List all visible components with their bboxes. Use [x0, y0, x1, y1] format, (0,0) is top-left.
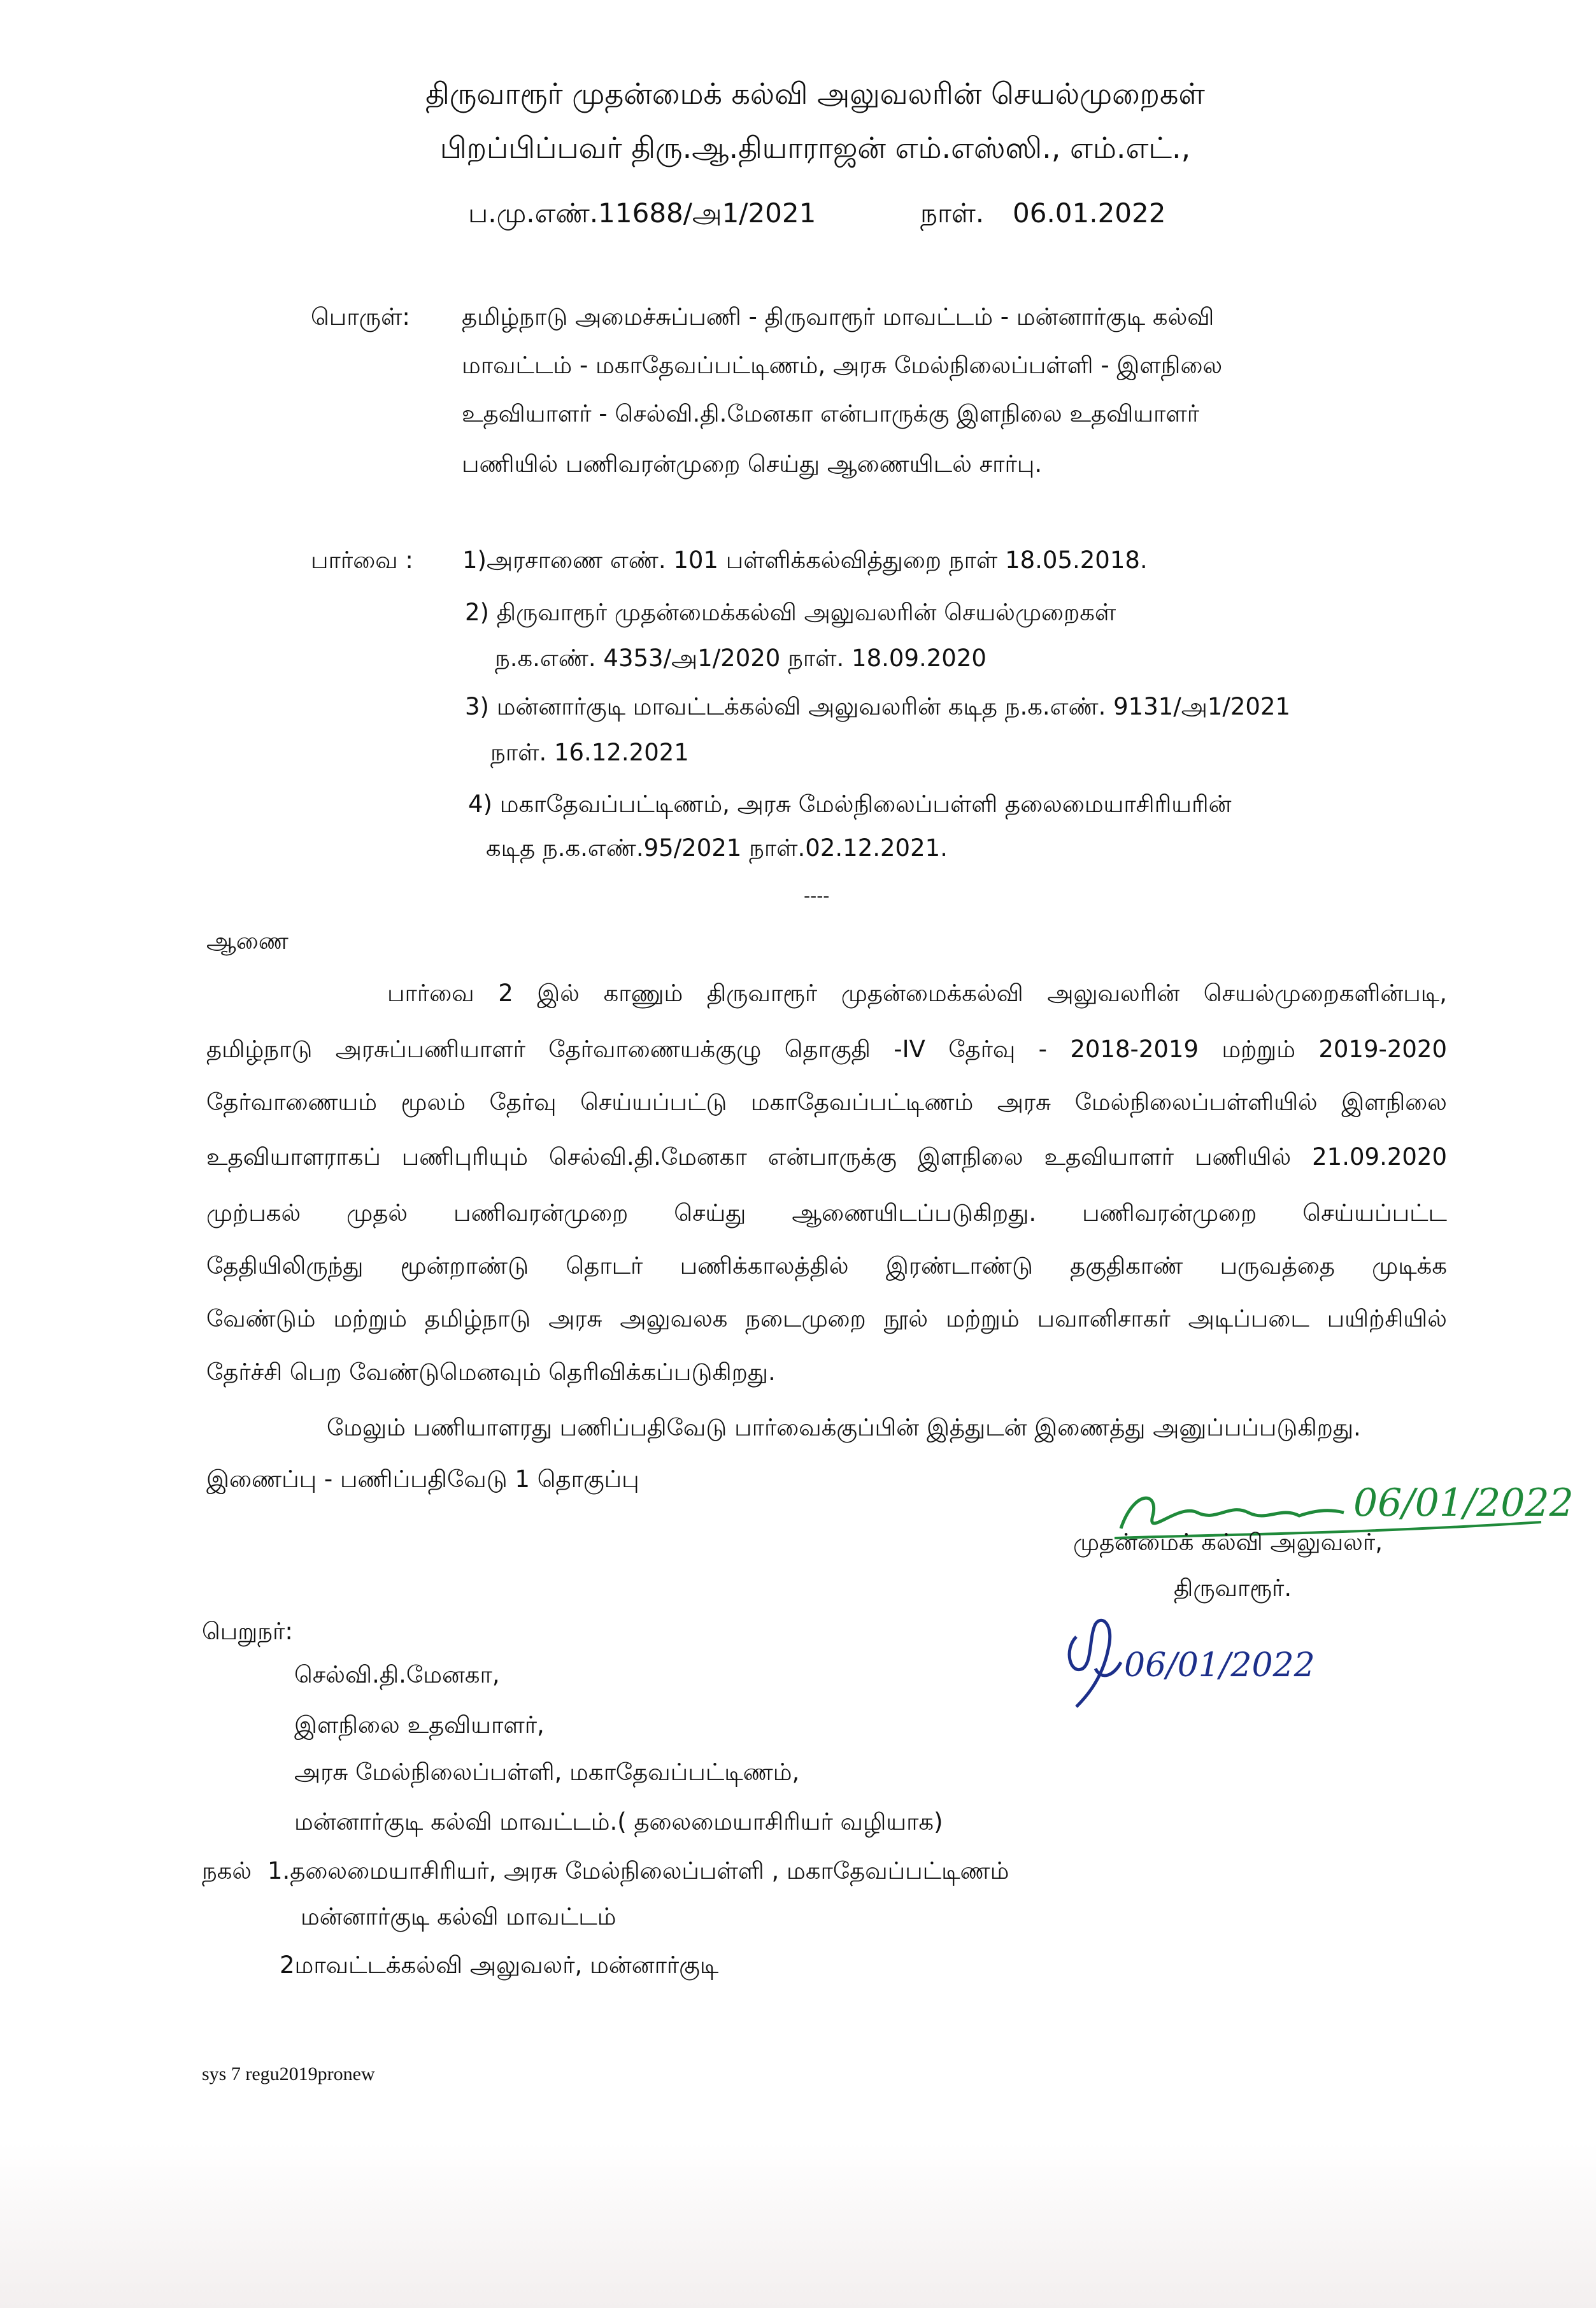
- subject-label: பொருள்:: [311, 303, 410, 331]
- date-label: நாள்.: [920, 197, 985, 229]
- enclosure: இணைப்பு - பணிப்பதிவேடு 1 தொகுப்பு: [206, 1465, 639, 1493]
- reference-number: ப.மு.எண்.11688/அ1/2021: [468, 197, 816, 229]
- copy-line: 1.தலைமையாசிரியர், அரசு மேல்நிலைப்பள்ளி , மகாதேவப்பட்டிணம்: [267, 1857, 1009, 1884]
- reference-item-cont: நாள். 16.12.2021: [490, 739, 689, 766]
- recipient-line: செல்வி.தி.மேனகா,: [294, 1661, 500, 1688]
- subject-line: மாவட்டம் - மகாதேவப்பட்டிணம், அரசு மேல்நிலைப்பள்ளி - இளநிலை: [462, 352, 1223, 379]
- reference-item: 3) மன்னார்குடி மாவட்டக்கல்வி அலுவலரின் கடித ந.க.எண். 9131/அ1/2021: [465, 693, 1291, 720]
- scan-shading: [0, 2142, 1596, 2308]
- recipient-line: அரசு மேல்நிலைப்பள்ளி, மகாதேவப்பட்டிணம்,: [294, 1758, 800, 1786]
- header-title: திருவாரூர் முதன்மைக் கல்வி அலுவலரின் செயல்முறைகள்: [425, 76, 1205, 111]
- order-paragraph-2: மேலும் பணியாளரது பணிப்பதிவேடு பார்வைக்குப்பின் இத்துடன் இணைத்து அனுப்பப்படுகிறது.: [327, 1414, 1361, 1441]
- recipient-label: பெறுநர்:: [202, 1618, 293, 1645]
- references-label: பார்வை :: [311, 546, 413, 574]
- recipient-line: இளநிலை உதவியாளர்,: [294, 1711, 545, 1739]
- subject-line: தமிழ்நாடு அமைச்சுப்பணி - திருவாரூர் மாவட்டம் - மன்னார்குடி கல்வி: [462, 303, 1215, 331]
- reference-item: 4) மகாதேவப்பட்டிணம், அரசு மேல்நிலைப்பள்ளி தலைமையாசிரியரின்: [468, 790, 1232, 818]
- order-paragraph-line: வேண்டும் மற்றும் தமிழ்நாடு அரசு அலுவலக நடைமுறை நூல் மற்றும் பவானிசாகர் அடிப்படை பயிற்சியில்: [206, 1305, 1447, 1332]
- order-paragraph-line: தமிழ்நாடு அரசுப்பணியாளர் தேர்வாணையக்குழு தொகுதி -IV தேர்வு - 2018-2019 மற்றும் 2019-2020: [206, 1036, 1447, 1063]
- order-paragraph-line: முற்பகல் முதல் பணிவரன்முறை செய்து ஆணையிடப்படுகிறது. பணிவரன்முறை செய்யப்பட்ட: [206, 1199, 1447, 1227]
- recipient-line: மன்னார்குடி கல்வி மாவட்டம்.( தலைமையாசிரியர் வழியாக): [294, 1808, 943, 1835]
- reference-item: 1)அரசாணை எண். 101 பள்ளிக்கல்வித்துறை நாள் 18.05.2018.: [462, 546, 1148, 574]
- order-paragraph-line: தேதியிலிருந்து மூன்றாண்டு தொடர் பணிக்காலத்தில் இரண்டாண்டு தகுதிகாண் பருவத்தை முடிக்க: [206, 1252, 1447, 1279]
- designation: முதன்மைக் கல்வி அலுவலர்,: [1073, 1528, 1383, 1556]
- reference-item-cont: கடித ந.க.எண்.95/2021 நாள்.02.12.2021.: [486, 834, 948, 862]
- copy-line: 2மாவட்டக்கல்வி அலுவலர், மன்னார்குடி: [280, 1951, 719, 1979]
- header-issuer: பிறப்பிப்பவர் திரு.ஆ.தியாராஜன் எம்.எஸ்ஸி., எம்.எட்.,: [439, 131, 1191, 165]
- initial-date: 06/01/2022: [1124, 1646, 1315, 1685]
- designation-place: திருவாரூர்.: [1174, 1574, 1292, 1602]
- reference-item: 2) திருவாரூர் முதன்மைக்கல்வி அலுவலரின் செயல்முறைகள்: [465, 599, 1116, 626]
- order-date: 06.01.2022: [1013, 197, 1166, 229]
- order-heading: ஆணை: [206, 927, 289, 955]
- separator: ----: [804, 885, 830, 906]
- copy-line: மன்னார்குடி கல்வி மாவட்டம்: [301, 1903, 616, 1930]
- subject-line: பணியில் பணிவரன்முறை செய்து ஆணையிடல் சார்பு.: [462, 450, 1043, 478]
- order-paragraph-line: உதவியாளராகப் பணிபுரியும் செல்வி.தி.மேனகா என்பாருக்கு இளநிலை உதவியாளர் பணியில் 21.09.2020: [206, 1143, 1447, 1171]
- order-paragraph-line: தேர்வாணையம் மூலம் தேர்வு செய்யப்பட்டு மகாதேவப்பட்டிணம் அரசு மேல்நிலைப்பள்ளியில் இளநிலை: [206, 1088, 1447, 1116]
- signature-date: 06/01/2022: [1353, 1481, 1574, 1525]
- subject-line: உதவியாளர் - செல்வி.தி.மேனகா என்பாருக்கு இளநிலை உதவியாளர்: [462, 400, 1200, 427]
- order-paragraph-line: பார்வை 2 இல் காணும் திருவாரூர் முதன்மைக்கல்வி அலுவலரின் செயல்முறைகளின்படி,: [387, 979, 1447, 1007]
- order-paragraph-line: தேர்ச்சி பெற வேண்டுமெனவும் தெரிவிக்கப்படுகிறது.: [206, 1358, 776, 1386]
- reference-item-cont: ந.க.எண். 4353/அ1/2020 நாள். 18.09.2020: [495, 645, 987, 672]
- copy-label: நகல்: [202, 1857, 252, 1884]
- file-reference: sys 7 regu2019pronew: [202, 2063, 375, 2084]
- initial-mark: [1057, 1611, 1134, 1713]
